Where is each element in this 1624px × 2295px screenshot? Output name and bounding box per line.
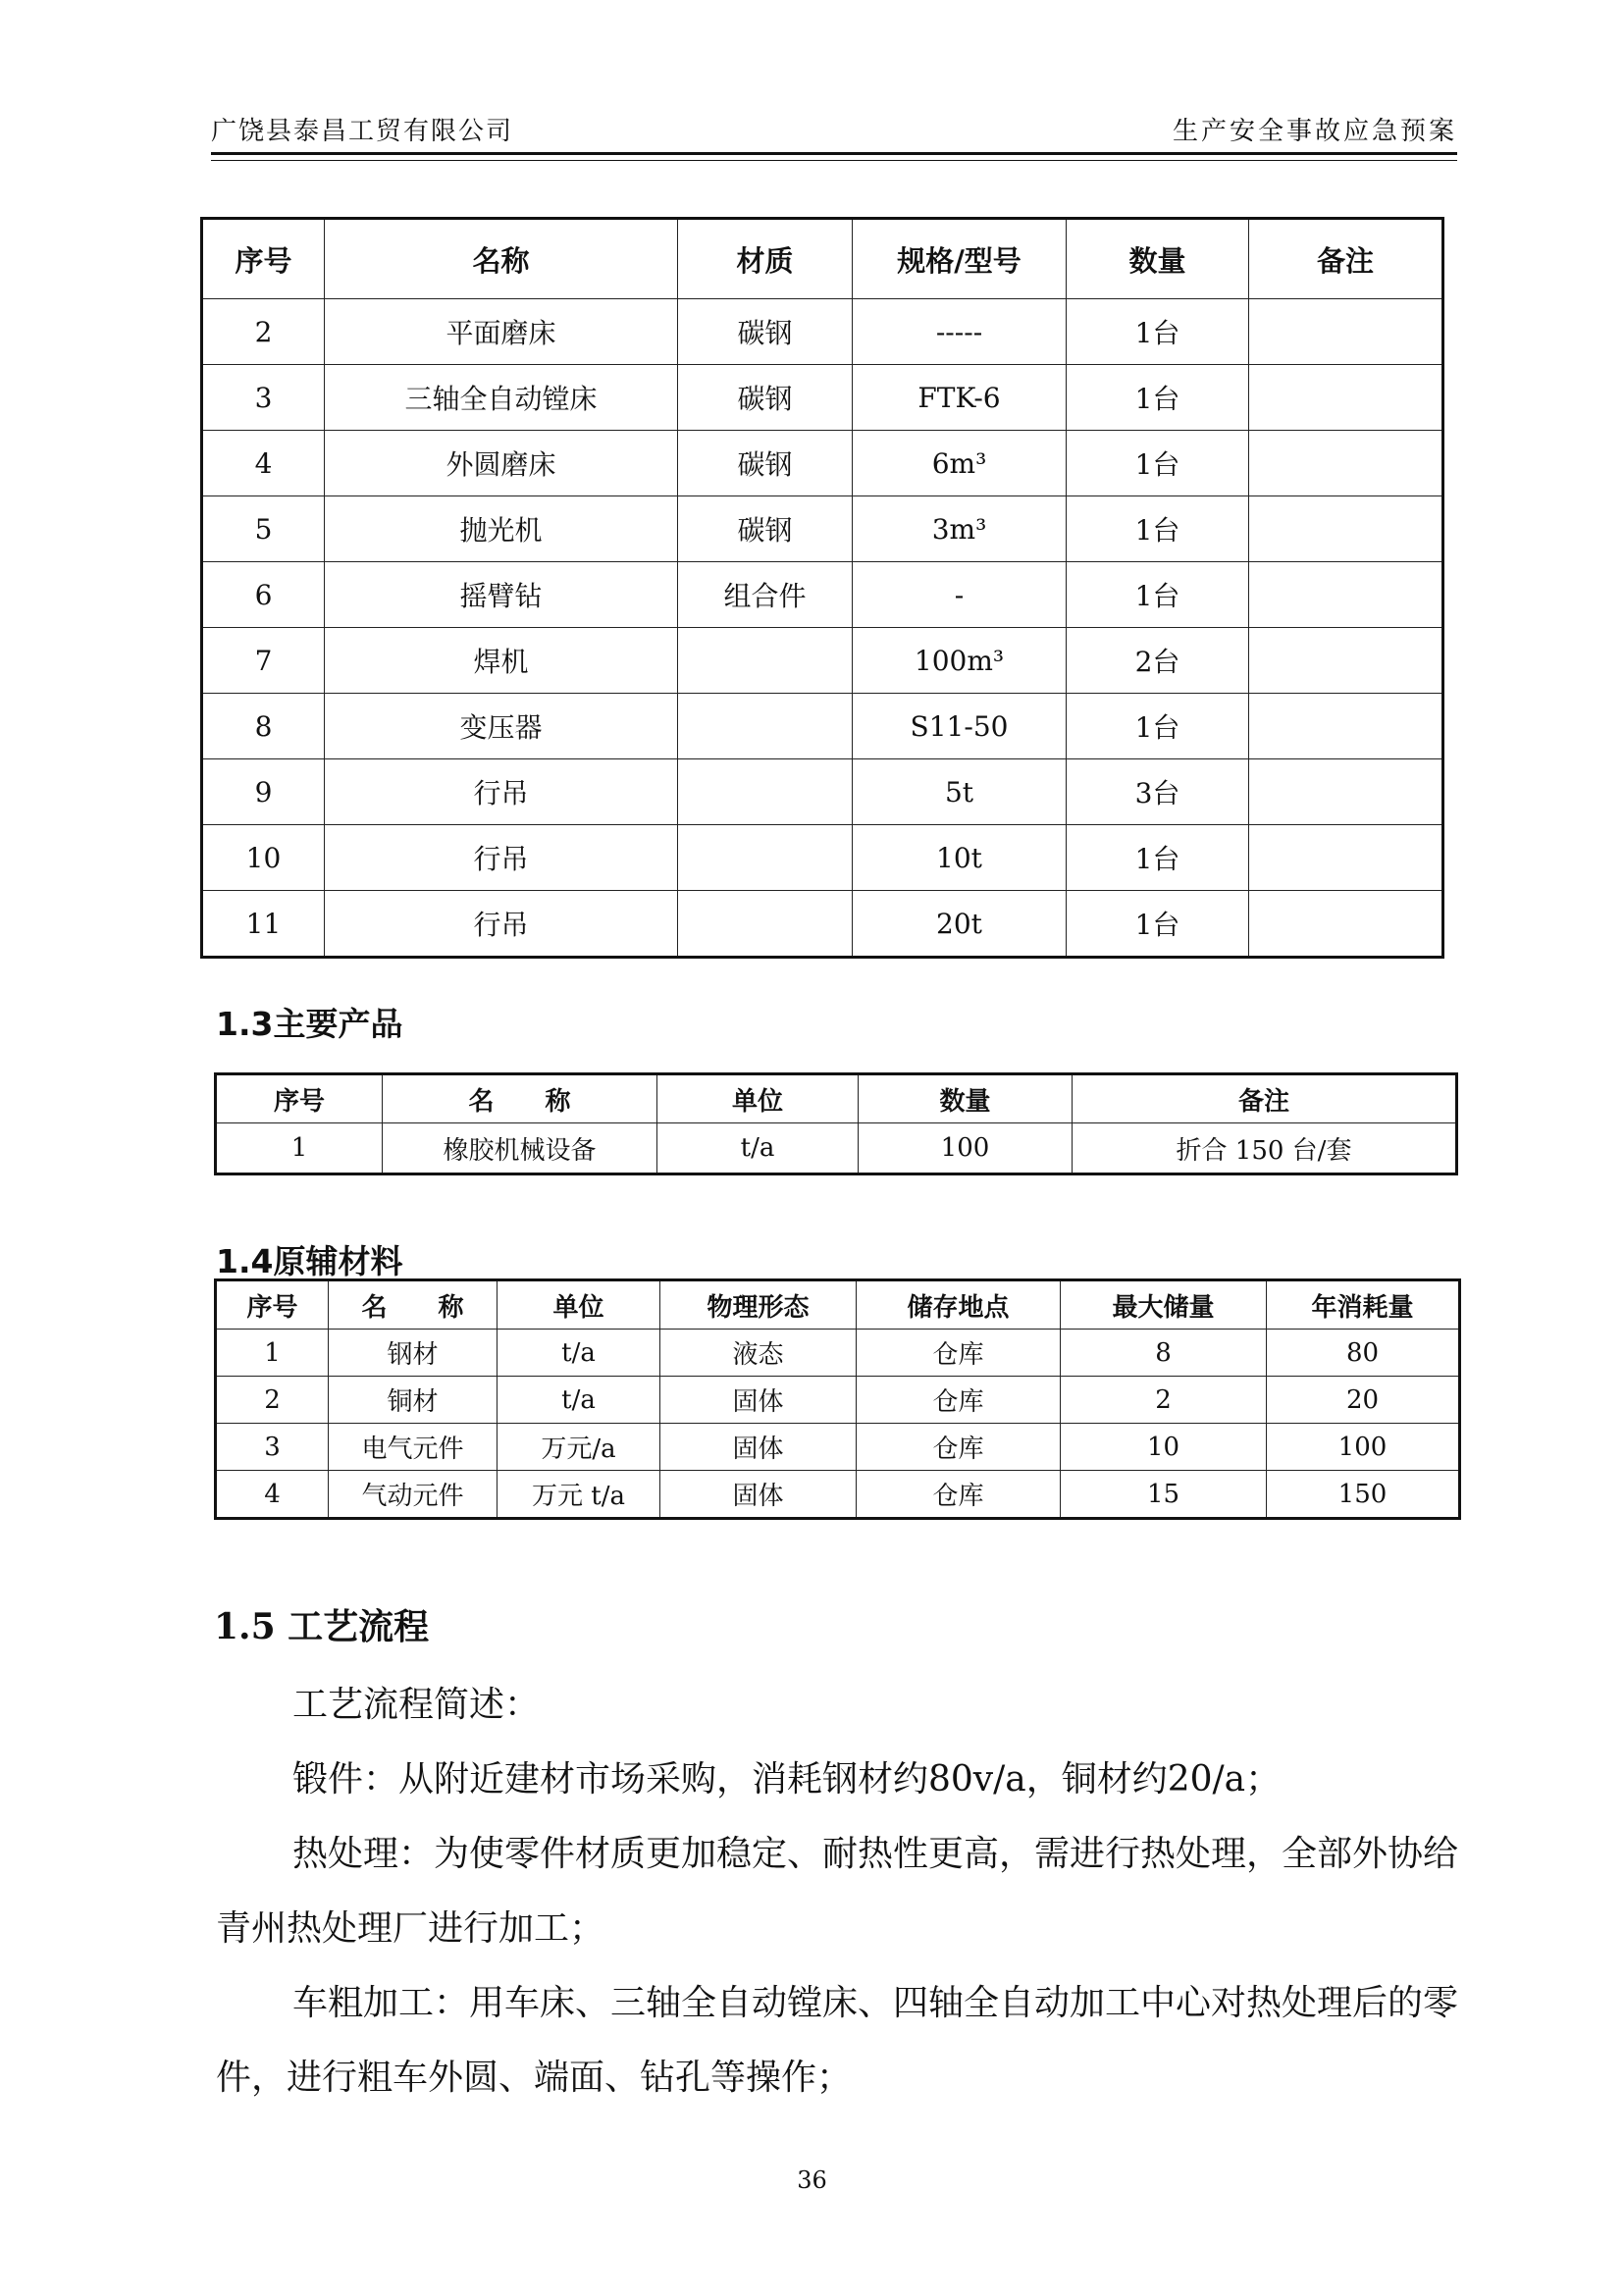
table-row xyxy=(216,1471,1460,1519)
table-cell: 150 xyxy=(1267,1471,1460,1519)
table-row xyxy=(202,431,1443,496)
process-paragraph: 工艺流程简述： xyxy=(292,1685,541,1725)
table-cell: ----- xyxy=(853,299,1067,365)
table-cell: 行吊 xyxy=(325,825,678,891)
table-cell: 10 xyxy=(202,825,325,891)
table-cell: 固体 xyxy=(660,1471,857,1519)
table-header-row xyxy=(202,219,1443,299)
table-row xyxy=(202,825,1443,891)
table-cell: 焊机 xyxy=(325,628,678,694)
column-header: 名 称 xyxy=(329,1280,498,1330)
table-row xyxy=(202,365,1443,431)
header-doc-title: 生产安全事故应急预案 xyxy=(1172,117,1457,146)
table-cell: - xyxy=(853,562,1067,628)
table-cell: 橡胶机械设备 xyxy=(383,1123,657,1174)
table-cell: 行吊 xyxy=(325,891,678,958)
table-cell: 变压器 xyxy=(325,694,678,759)
process-body xyxy=(216,1668,1460,2115)
column-header: 序号 xyxy=(216,1074,383,1123)
equipment-table xyxy=(200,217,1444,959)
table-cell xyxy=(1249,825,1443,891)
table-cell: 三轴全自动镗床 xyxy=(325,365,678,431)
table-cell: 3 xyxy=(216,1424,329,1471)
table-cell: 2 xyxy=(216,1377,329,1424)
process-paragraph: 车粗加工：用车床、三轴全自动镗床、四轴全自动加工中心对热处理后的零件，进行粗车外圆、端面、钻孔等操作； xyxy=(216,1983,1459,2098)
table-cell: 碳钢 xyxy=(678,365,853,431)
table-cell: 钢材 xyxy=(329,1330,498,1377)
table-cell: 10t xyxy=(853,825,1067,891)
table-cell: 1台 xyxy=(1067,299,1249,365)
process-paragraph: 热处理：为使零件材质更加稳定、耐热性更高，需进行热处理，全部外协给青州热处理厂进行加工； xyxy=(216,1834,1459,1949)
page-header xyxy=(211,110,1457,155)
table-cell: 100 xyxy=(1267,1424,1460,1471)
section-heading-products: 1.3主要产品 xyxy=(216,1005,403,1043)
table-cell: t/a xyxy=(657,1123,859,1174)
table-cell: 外圆磨床 xyxy=(325,431,678,496)
column-header: 单位 xyxy=(657,1074,859,1123)
table-cell: 行吊 xyxy=(325,759,678,825)
table-row xyxy=(216,1123,1457,1174)
table-cell xyxy=(678,891,853,958)
table-cell xyxy=(678,759,853,825)
table-cell xyxy=(1249,496,1443,562)
table-cell: 1台 xyxy=(1067,891,1249,958)
table-cell xyxy=(678,694,853,759)
table-cell: 固体 xyxy=(660,1377,857,1424)
table-cell: 摇臂钻 xyxy=(325,562,678,628)
table-cell: 1 xyxy=(216,1330,329,1377)
table-row xyxy=(202,299,1443,365)
page-number: 36 xyxy=(797,2166,827,2194)
table-cell: 万元 t/a xyxy=(498,1471,660,1519)
column-header: 序号 xyxy=(202,219,325,299)
table-row xyxy=(216,1424,1460,1471)
table-cell: 80 xyxy=(1267,1330,1460,1377)
table-cell: 4 xyxy=(216,1471,329,1519)
column-header: 名 称 xyxy=(383,1074,657,1123)
table-header-row xyxy=(216,1074,1457,1123)
table-cell xyxy=(1249,431,1443,496)
table-cell: 2台 xyxy=(1067,628,1249,694)
column-header: 序号 xyxy=(216,1280,329,1330)
table-cell: FTK-6 xyxy=(853,365,1067,431)
table-cell: 1 xyxy=(216,1123,383,1174)
table-cell: 100m³ xyxy=(853,628,1067,694)
table-cell: 气动元件 xyxy=(329,1471,498,1519)
table-cell: 10 xyxy=(1061,1424,1267,1471)
table-cell: 1台 xyxy=(1067,365,1249,431)
table-cell xyxy=(1249,365,1443,431)
column-header: 年消耗量 xyxy=(1267,1280,1460,1330)
section-heading-process: 1.5 工艺流程 xyxy=(214,1606,430,1647)
table-cell: 仓库 xyxy=(857,1471,1061,1519)
table-cell: 3m³ xyxy=(853,496,1067,562)
table-cell xyxy=(1249,891,1443,958)
table-cell: 铜材 xyxy=(329,1377,498,1424)
table-cell xyxy=(1249,759,1443,825)
column-header: 名称 xyxy=(325,219,678,299)
section-heading-materials: 1.4原辅材料 xyxy=(216,1242,403,1280)
table-cell xyxy=(1249,562,1443,628)
column-header: 最大储量 xyxy=(1061,1280,1267,1330)
table-cell: 20 xyxy=(1267,1377,1460,1424)
table-cell: 6 xyxy=(202,562,325,628)
table-cell: 平面磨床 xyxy=(325,299,678,365)
table-cell xyxy=(678,825,853,891)
table-cell: 8 xyxy=(1061,1330,1267,1377)
table-cell: 液态 xyxy=(660,1330,857,1377)
table-row xyxy=(216,1330,1460,1377)
table-cell: 折合 150 台/套 xyxy=(1073,1123,1457,1174)
column-header: 备注 xyxy=(1073,1074,1457,1123)
table-cell xyxy=(1249,694,1443,759)
table-cell: 15 xyxy=(1061,1471,1267,1519)
table-row xyxy=(202,694,1443,759)
table-cell: S11-50 xyxy=(853,694,1067,759)
table-row xyxy=(202,759,1443,825)
table-cell: 5 xyxy=(202,496,325,562)
table-row xyxy=(202,562,1443,628)
table-cell: 1台 xyxy=(1067,496,1249,562)
table-row xyxy=(202,496,1443,562)
table-row xyxy=(202,891,1443,958)
table-cell: 1台 xyxy=(1067,694,1249,759)
process-paragraph: 锻件：从附近建材市场采购，消耗钢材约80v/a，铜材约20/a； xyxy=(292,1759,1282,1799)
table-cell: 抛光机 xyxy=(325,496,678,562)
table-cell: 20t xyxy=(853,891,1067,958)
column-header: 单位 xyxy=(498,1280,660,1330)
table-cell: 仓库 xyxy=(857,1377,1061,1424)
table-header-row xyxy=(216,1280,1460,1330)
table-cell: 8 xyxy=(202,694,325,759)
table-cell: t/a xyxy=(498,1377,660,1424)
table-cell: 1台 xyxy=(1067,562,1249,628)
table-cell: 固体 xyxy=(660,1424,857,1471)
table-cell: 组合件 xyxy=(678,562,853,628)
table-cell: 碳钢 xyxy=(678,299,853,365)
table-cell: 2 xyxy=(1061,1377,1267,1424)
table-row xyxy=(202,628,1443,694)
table-cell xyxy=(678,628,853,694)
header-rule-thin xyxy=(211,160,1457,161)
table-cell: 5t xyxy=(853,759,1067,825)
table-cell: 碳钢 xyxy=(678,496,853,562)
table-cell: 9 xyxy=(202,759,325,825)
table-cell: 3 xyxy=(202,365,325,431)
table-cell: 2 xyxy=(202,299,325,365)
table-cell: 6m³ xyxy=(853,431,1067,496)
table-cell: 万元/a xyxy=(498,1424,660,1471)
column-header: 数量 xyxy=(1067,219,1249,299)
table-cell: 电气元件 xyxy=(329,1424,498,1471)
table-cell: 仓库 xyxy=(857,1424,1061,1471)
table-cell: 7 xyxy=(202,628,325,694)
table-cell: 3台 xyxy=(1067,759,1249,825)
table-cell: 11 xyxy=(202,891,325,958)
column-header: 规格/型号 xyxy=(853,219,1067,299)
table-row xyxy=(216,1377,1460,1424)
header-rule xyxy=(211,152,1457,155)
table-cell: 100 xyxy=(859,1123,1073,1174)
products-table xyxy=(214,1072,1458,1175)
column-header: 材质 xyxy=(678,219,853,299)
column-header: 备注 xyxy=(1249,219,1443,299)
table-cell xyxy=(1249,299,1443,365)
table-cell: 仓库 xyxy=(857,1330,1061,1377)
table-cell xyxy=(1249,628,1443,694)
materials-table xyxy=(214,1278,1461,1520)
table-cell: 1台 xyxy=(1067,825,1249,891)
table-cell: 碳钢 xyxy=(678,431,853,496)
column-header: 物理形态 xyxy=(660,1280,857,1330)
table-cell: 1台 xyxy=(1067,431,1249,496)
header-company: 广饶县泰昌工贸有限公司 xyxy=(211,117,514,146)
column-header: 储存地点 xyxy=(857,1280,1061,1330)
table-cell: t/a xyxy=(498,1330,660,1377)
column-header: 数量 xyxy=(859,1074,1073,1123)
table-cell: 4 xyxy=(202,431,325,496)
